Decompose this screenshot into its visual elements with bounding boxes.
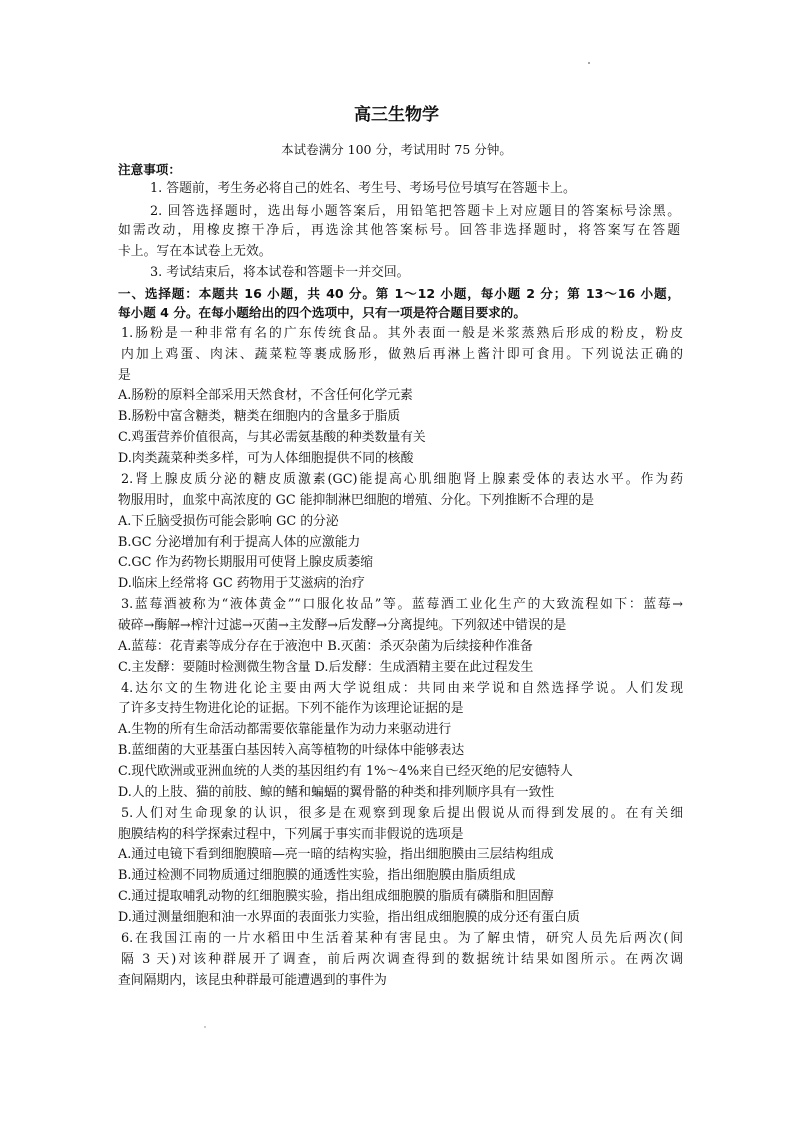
question-stem: 1.肠粉是一种非常有名的广东传统食品。其外表面一般是米浆蒸熟后形成的粉皮，粉皮 <box>121 326 683 341</box>
option: C.通过提取哺乳动物的红细胞膜实验，指出组成细胞膜的脂质有磷脂和胆固醇 <box>118 889 554 904</box>
question-stem: 物服用时，血浆中高浓度的 GC 能抑制淋巴细胞的增殖、分化。下列推断不合理的是 <box>118 493 595 508</box>
notice-line: 1. 答题前，考生务必将自己的姓名、考生号、考场号位号填写在答题卡上。 <box>150 181 576 196</box>
notice-heading: 注意事项： <box>118 162 181 177</box>
option: A.下丘脑受损伤可能会影响 GC 的分泌 <box>118 514 339 529</box>
question-stem: 是 <box>118 368 131 383</box>
notice-line: 3. 考试结束后，将本试卷和答题卡一并交回。 <box>150 265 410 280</box>
notice-line: 如需改动，用橡皮擦干净后，再选涂其他答案标号。回答非选择题时，将答案写在答题 <box>118 223 680 238</box>
option: B.蓝细菌的大亚基蛋白基因转入高等植物的叶绿体中能够表达 <box>118 743 465 758</box>
question-stem: 2.肾上腺皮质分泌的糖皮质激素(GC)能提高心肌细胞肾上腺素受体的表达水平。作为药 <box>121 472 683 487</box>
question-stem: 查间隔期内，该昆虫种群最可能遭遇到的事件为 <box>118 973 387 988</box>
option: C.GC 作为药物长期服用可使肾上腺皮质萎缩 <box>118 555 374 570</box>
option: C.主发酵：要随时检测微生物含量 D.后发酵：生成酒精主要在此过程发生 <box>118 660 534 675</box>
scan-speck <box>588 62 590 64</box>
page-title: 高三生物学 <box>354 105 439 125</box>
notice-line: 2. 回答选择题时，选出每小题答案后，用铅笔把答题卡上对应题目的答案标号涂黑。 <box>150 204 680 219</box>
question-stem: 3.蓝莓酒被称为“液体黄金”“口服化妆品”等。蓝莓酒工业化生产的大致流程如下：蓝莓→ <box>121 597 683 612</box>
question-stem: 破碎→酶解→榨汁过滤→灭菌→主发酵→后发酵→分离提纯。下列叙述中错误的是 <box>118 618 567 633</box>
option: B.肠粉中富含糖类，糖类在细胞内的含量多于脂质 <box>118 409 401 424</box>
option: D.肉类蔬菜种类多样，可为人体细胞提供不同的核酸 <box>118 451 414 466</box>
notice-line: 卡上。写在本试卷上无效。 <box>118 244 272 259</box>
question-stem: 内加上鸡蛋、肉沫、蔬菜粒等裹成肠形，做熟后再淋上酱汁即可食用。下列说法正确的 <box>121 347 683 362</box>
option: B.通过检测不同物质通过细胞膜的通透性实验，指出细胞膜由脂质组成 <box>118 868 516 883</box>
question-stem: 胞膜结构的科学探索过程中，下列属于事实而非假说的选项是 <box>118 827 464 842</box>
question-stem: 5.人们对生命现象的认识，很多是在观察到现象后提出假说从而得到发展的。在有关细 <box>121 806 683 821</box>
question-stem: 4.达尔文的生物进化论主要由两大学说组成：共同由来学说和自然选择学说。人们发现 <box>121 681 683 696</box>
option: A.肠粉的原料全部采用天然食材，不含任何化学元素 <box>118 388 413 403</box>
exam-subtitle: 本试卷满分 100 分，考试用时 75 分钟。 <box>281 142 512 157</box>
section-heading: 一、选择题：本题共 16 小题，共 40 分。第 1～12 小题，每小题 2 分；第 13～16 小题， <box>118 286 680 301</box>
question-stem: 了许多支持生物进化论的证据。下列不能作为该理论证据的是 <box>118 701 464 716</box>
option: C.现代欧洲或亚洲血统的人类的基因组约有 1%～4%来自已经灭绝的尼安德特人 <box>118 764 573 779</box>
scan-speck <box>204 1026 206 1028</box>
section-heading: 每小题 4 分。在每小题给出的四个选项中，只有一项是符合题目要求的。 <box>118 305 526 320</box>
option: C.鸡蛋营养价值很高，与其必需氨基酸的种类数量有关 <box>118 430 426 445</box>
option: A.通过电镜下看到细胞膜暗—亮一暗的结构实验，指出细胞膜由三层结构组成 <box>118 847 554 862</box>
option: D.人的上肢、猫的前肢、鲸的鳍和蝙蝠的翼骨骼的种类和排列顺序具有一致性 <box>118 785 555 800</box>
option: A.生物的所有生命活动都需要依靠能量作为动力来驱动进行 <box>118 722 452 737</box>
option: B.GC 分泌增加有利于提高人体的应激能力 <box>118 535 361 550</box>
option: D.通过测量细胞和油一水界面的表面张力实验，指出组成细胞膜的成分还有蛋白质 <box>118 910 580 925</box>
option: D.临床上经常将 GC 药物用于艾滋病的治疗 <box>118 576 365 591</box>
option: A.蓝莓：花青素等成分存在于液泡中 B.灭菌：杀灭杂菌为后续接种作准备 <box>118 639 533 654</box>
question-stem: 6.在我国江南的一片水稻田中生活着某种有害昆虫。为了解虫情，研究人员先后两次(间 <box>121 931 683 946</box>
question-stem: 隔 3 天)对该种群展开了调查，前后两次调查得到的数据统计结果如图所示。在两次调 <box>121 952 683 967</box>
